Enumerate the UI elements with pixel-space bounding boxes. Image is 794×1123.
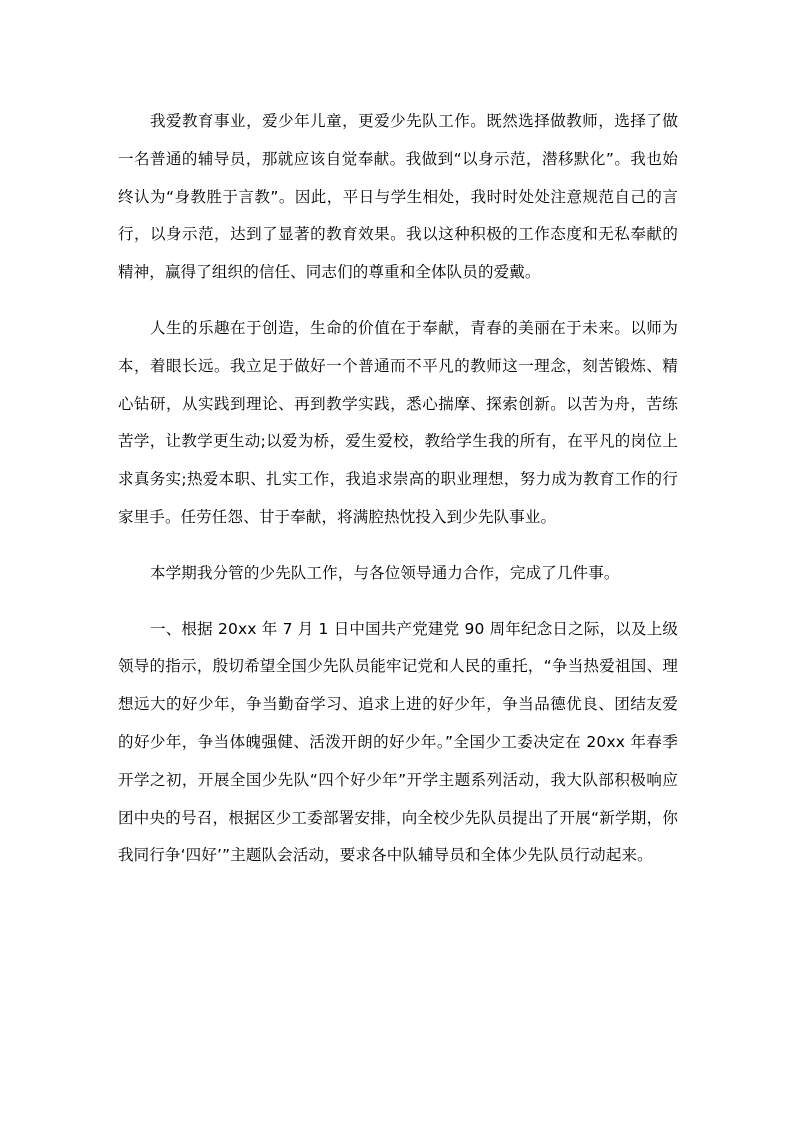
- paragraph-1: 我爱教育事业，爱少年儿童，更爱少先队工作。既然选择做教师，选择了做一名普通的辅导员，那就应该自觉奉献。我做到“以身示范，潜移默化”。我也始终认为“身教胜于言教”。因此，平日与学生相处，我时时处处注意规范自己的言行，以身示范，达到了显著的教育效果。我以这种积极的工作态度和无私奉献的精神，赢得了组织的信任、同志们的尊重和全体队员的爱戴。: [118, 112, 678, 282]
- paragraph-4: 一、根据 20xx 年 7 月 1 日中国共产党建党 90 周年纪念日之际，以及上级领导的指示，殷切希望全国少先队员能牢记党和人民的重托，“争当热爱祖国、理想远大的好少年，争当勤奋学习、追求上进的好少年，争当品德优良、团结友爱的好少年，争当体魄强健、活泼开朗的好少年。”全国少工委决定在 20xx 年春季开学之初，开展全国少先队“四个好少年”开学主题系列活动，我大队部积极响应团中央的号召，根据区少工委部署安排，向全校少先队员提出了开展“新学期，你我同行争‘四好’”主题队会活动，要求各中队辅导员和全体少先队员行动起来。: [118, 619, 678, 865]
- paragraph-3: 本学期我分管的少先队工作，与各位领导通力合作，完成了几件事。: [150, 563, 620, 582]
- paragraph-2: 人生的乐趣在于创造，生命的价值在于奉献，青春的美丽在于未来。以师为本，着眼长远。我立足于做好一个普通而不平凡的教师这一理念，刻苦锻炼、精心钻研，从实践到理论、再到教学实践，悉心揣摩、探索创新。以苦为舟，苦练苦学，让教学更生动;以爱为桥，爱生爱校，教给学生我的所有，在平凡的岗位上求真务实;热爱本职、扎实工作，我追求崇高的职业理想，努力成为教育工作的行家里手。任劳任怨、甘于奉献，将满腔热忱投入到少先队事业。: [118, 318, 678, 526]
- document-body: [118, 103, 678, 875]
